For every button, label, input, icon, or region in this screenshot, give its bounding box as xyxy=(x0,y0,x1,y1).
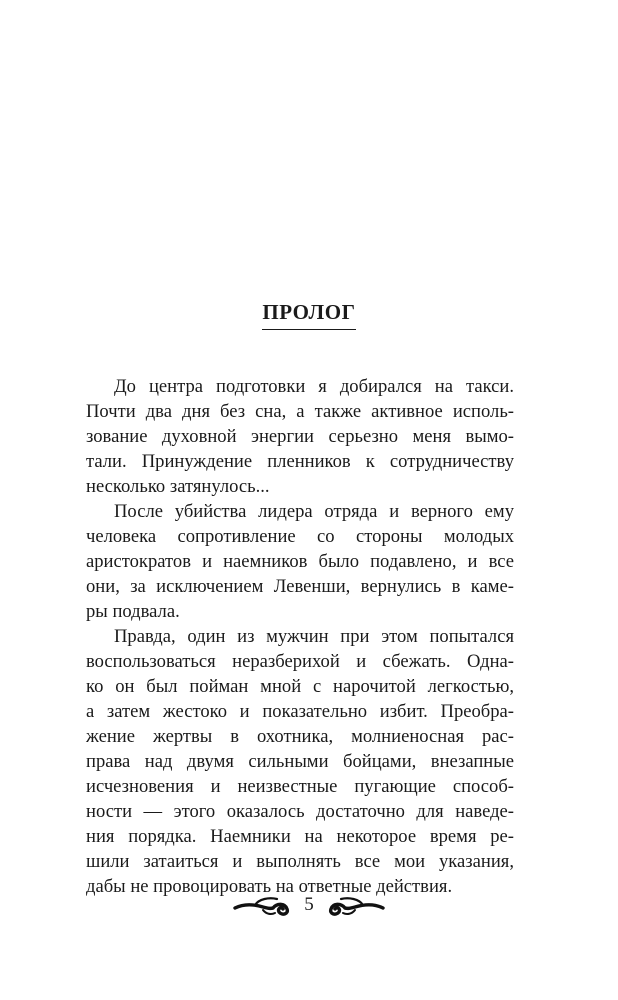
text-line: воспользоваться неразберихой и сбежать. Одна- xyxy=(86,651,514,672)
swirl-ornament-right-icon xyxy=(323,893,385,917)
chapter-heading xyxy=(0,300,618,330)
text-line: жение жертвы в охотника, молниеносная рас- xyxy=(86,726,514,747)
text-line: ния порядка. Наемники на некоторое время ре- xyxy=(86,826,514,847)
text-line: До центра подготовки я добирался на такси. xyxy=(114,376,514,397)
text-line: После убийства лидера отряда и верного ему xyxy=(114,501,514,522)
text-line: права над двумя сильными бойцами, внезапные xyxy=(86,751,514,772)
text-line: тали. Принуждение пленников к сотрудничеству xyxy=(86,451,514,472)
text-line: Почти два дня без сна, а также активное исполь- xyxy=(86,401,514,422)
text-line: исчезновения и неизвестные пугающие способ- xyxy=(86,776,514,797)
text-line: а затем жестоко и показательно избит. Преобра- xyxy=(86,701,514,722)
text-line: зование духовной энергии серьезно меня вымо- xyxy=(86,426,514,447)
text-line: Правда, один из мужчин при этом попытался xyxy=(114,626,514,647)
page-footer xyxy=(0,893,618,917)
text-line: несколько затянулось... xyxy=(86,476,270,497)
page-number: 5 xyxy=(304,894,314,915)
text-line: ры подвала. xyxy=(86,601,180,622)
chapter-title: ПРОЛОГ xyxy=(262,300,355,330)
body-text xyxy=(86,374,514,899)
text-line: шили затаиться и выполнять все мои указания, xyxy=(86,851,514,872)
text-line: аристократов и наемников было подавлено, и все xyxy=(86,551,514,572)
text-line: человека сопротивление со стороны молодых xyxy=(86,526,514,547)
text-line: они, за исключением Левенши, вернулись в каме- xyxy=(86,576,514,597)
swirl-ornament-left-icon xyxy=(233,893,295,917)
text-line: ко он был пойман мной с нарочитой легкостью, xyxy=(86,676,514,697)
text-line: ности — этого оказалось достаточно для наведе- xyxy=(86,801,514,822)
text-line: дабы не провоцировать на ответные действия. xyxy=(86,876,453,897)
